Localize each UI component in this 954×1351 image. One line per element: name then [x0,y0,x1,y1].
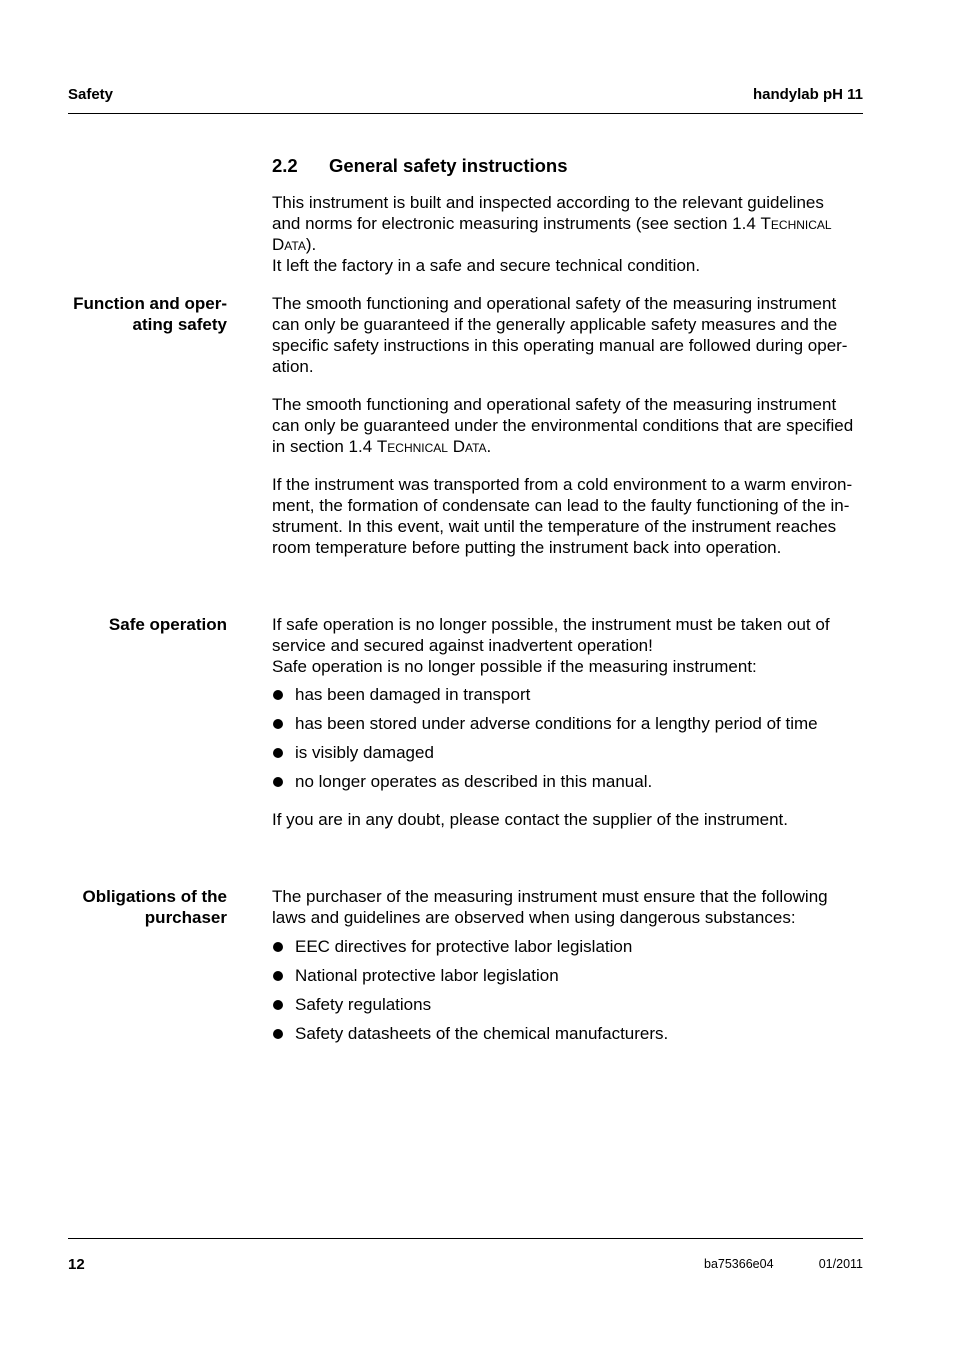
paragraph-line: If the instrument was transported from a cold environment to a warm environ- [272,475,853,494]
paragraph-line: can only be guaranteed under the environmental conditions that are specified [272,416,854,435]
paragraph-line: The purchaser of the measuring instrument must ensure that the following [272,887,828,906]
paragraph-line: service and secured against inadvertent operation! [272,636,653,655]
page-number: 12 [68,1256,85,1273]
header-section-title: Safety [68,86,114,103]
list-item: has been damaged in transport [272,684,868,713]
side-heading-line: purchaser [144,908,227,927]
side-heading-function-safety [73,293,227,335]
side-heading-line: Function and oper- [73,294,227,313]
list-item: EEC directives for protective labor legislation [272,936,868,965]
paragraph-line: can only be guaranteed if the generally applicable safety measures and the [272,315,838,334]
function-safety-paragraph-3 [272,474,868,558]
intro-line [272,213,868,234]
obligations-list [272,936,868,1052]
header-rule [68,113,863,114]
paragraph-line: If safe operation is no longer possible, the instrument must be taken out of [272,615,830,634]
side-heading-line: Safe operation [108,615,227,634]
function-safety-paragraph-1 [272,293,868,377]
safe-operation-intro [272,614,868,677]
list-item: National protective labor legislation [272,965,868,994]
intro-text: and norms for electronic measuring instruments (see section 1.4 [272,214,761,233]
technical-data-reference: Data [272,235,306,254]
paragraph-line: room temperature before putting the instrument back into operation. [272,538,782,557]
intro-line [272,234,868,255]
intro-line: This instrument is built and inspected according to the relevant guidelines [272,193,824,212]
side-heading-obligations [83,886,228,928]
intro-text: ). [305,235,317,254]
paragraph-text: . [486,437,492,456]
list-item: is visibly damaged [272,742,868,771]
technical-data-reference: Technical [760,214,832,233]
paragraph-line: laws and guidelines are observed when using dangerous substances: [272,908,796,927]
paragraph-line: The smooth functioning and operational safety of the measuring instrument [272,294,837,313]
safe-operation-list [272,684,868,800]
header-product-name: handylab pH 11 [752,86,863,103]
list-item: has been stored under adverse conditions for a lengthy period of time [272,713,868,742]
side-heading-line: Obligations of the [82,887,227,906]
side-heading-line: ating safety [132,315,227,334]
paragraph-line: If you are in any doubt, please contact the supplier of the instrument. [272,810,788,829]
intro-paragraph [272,192,868,276]
technical-data-reference: Technical Data [376,437,487,456]
section-number: 2.2 [272,155,298,176]
paragraph-line [272,436,868,457]
intro-line: It left the factory in a safe and secure technical condition. [272,256,701,275]
paragraph-line: ment, the formation of condensate can lead to the faulty functioning of the in- [272,496,850,515]
paragraph-line: ation. [272,357,314,376]
document-date: 01/2011 [818,1257,863,1271]
function-safety-paragraph-2 [272,394,868,457]
paragraph-line: strument. In this event, wait until the temperature of the instrument reaches [272,517,837,536]
section-title: General safety instructions [329,155,568,176]
list-item: no longer operates as described in this manual. [272,771,868,800]
document-id: ba75366e04 [704,1257,774,1271]
paragraph-line: The smooth functioning and operational safety of the measuring instrument [272,395,837,414]
list-item: Safety datasheets of the chemical manufacturers. [272,1023,868,1052]
paragraph-line: Safe operation is no longer possible if the measuring instrument: [272,657,757,676]
footer-rule [68,1238,863,1239]
safe-operation-closing [272,809,868,830]
paragraph-line: specific safety instructions in this operating manual are followed during oper- [272,336,848,355]
paragraph-text: in section 1.4 [272,437,377,456]
list-item: Safety regulations [272,994,868,1023]
obligations-intro [272,886,868,928]
side-heading-safe-operation [109,614,227,635]
